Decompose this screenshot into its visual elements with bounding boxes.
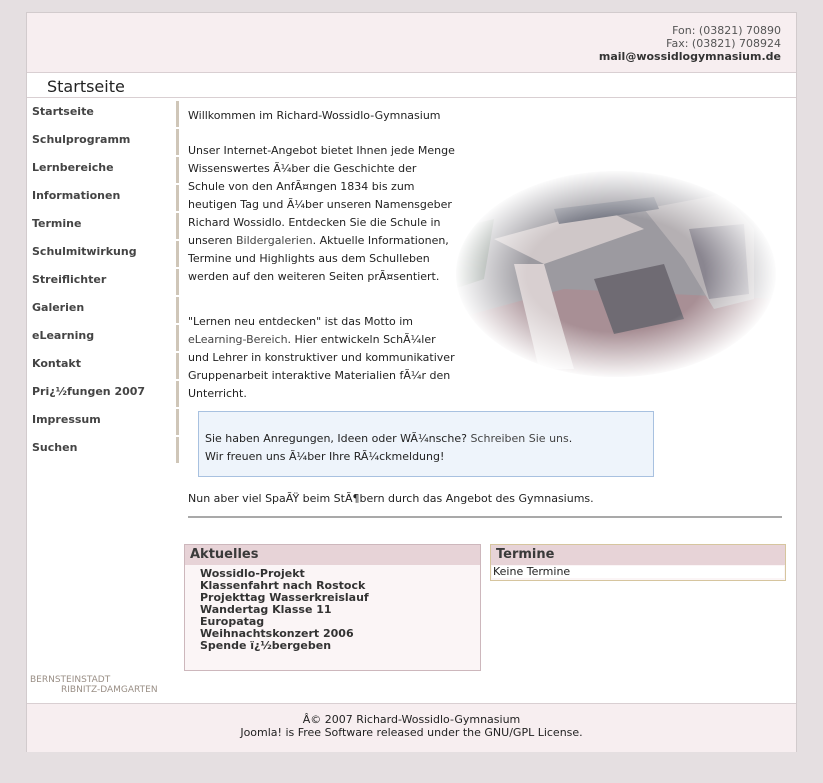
site-header: [27, 13, 796, 73]
page-title: Startseite: [47, 77, 125, 96]
email-link[interactable]: mail@wossidlogymnasium.de: [598, 50, 781, 63]
events-empty-text: Keine Termine: [492, 566, 784, 578]
site-footer: [27, 703, 796, 752]
news-item[interactable]: Wandertag Klasse 11: [200, 603, 332, 616]
copyright-text: Â© 2007 Richard-Wossidlo-Gymnasium: [302, 713, 521, 726]
news-item[interactable]: Projekttag Wasserkreislauf: [200, 591, 369, 604]
motto-paragraph: [188, 313, 456, 403]
contact-info: [599, 24, 781, 63]
nav-item-galerien[interactable]: Galerien: [27, 297, 179, 325]
news-item[interactable]: Klassenfahrt nach Rostock: [200, 579, 366, 592]
license-text: Joomla! is Free Software released under the GNU/GPL License.: [240, 726, 583, 739]
news-box-title: Aktuelles: [185, 545, 480, 565]
contact-us-link[interactable]: Schreiben Sie uns: [470, 432, 569, 445]
intro-text-end: . Aktuelle Informationen, Termine und Highlights aus dem Schulleben werden auf den weiteren Seiten prÃ¤sentiert.: [188, 234, 449, 283]
notice-text: Sie haben Anregungen, Ideen oder WÃ¼nsche?: [205, 432, 471, 445]
nav-item-impressum[interactable]: Impressum: [27, 409, 179, 437]
nav-item-elearning[interactable]: eLearning: [27, 325, 179, 353]
nav-item-streiflichter[interactable]: Streiflichter: [27, 269, 179, 297]
city-logo-line-2: RIBNITZ-DAMGARTEN: [61, 685, 158, 695]
news-list: [185, 565, 480, 652]
nav-item-informationen[interactable]: Informationen: [27, 185, 179, 213]
city-logo-line-1: BERNSTEINSTADT: [30, 675, 111, 685]
fax-number: Fax: (03821) 708924: [666, 37, 781, 50]
page-container: [26, 12, 797, 752]
nav-item-startseite[interactable]: Startseite: [27, 101, 179, 129]
nav-item-pruefungen[interactable]: Pri¿½fungen 2007: [27, 381, 179, 409]
content-divider: [188, 516, 782, 518]
events-box-title: Termine: [491, 545, 785, 565]
welcome-heading: Willkommen im Richard-Wossidlo-Gymnasium: [188, 109, 441, 122]
nav-item-kontakt[interactable]: Kontakt: [27, 353, 179, 381]
notice-period: .: [568, 432, 573, 445]
feedback-notice: [198, 411, 654, 477]
nav-item-schulprogramm[interactable]: Schulprogramm: [27, 129, 179, 157]
nav-item-lernbereiche[interactable]: Lernbereiche: [27, 157, 179, 185]
school-aerial-photo: [454, 169, 778, 379]
closing-text: Nun aber viel SpaÃŸ beim StÃ¶bern durch das Angebot des Gymnasiums.: [188, 492, 594, 505]
intro-paragraph: [188, 142, 456, 286]
news-box: [184, 544, 481, 671]
title-bar: [27, 73, 796, 98]
nav-item-suchen[interactable]: Suchen: [27, 437, 179, 465]
elearning-link[interactable]: eLearning-Bereich: [188, 333, 288, 346]
nav-item-schulmitwirkung[interactable]: Schulmitwirkung: [27, 241, 179, 269]
notice-line-2: Wir freuen uns Ã¼ber Ihre RÃ¼ckmeldung!: [205, 450, 445, 463]
motto-text: "Lernen neu entdecken" ist das Motto im: [188, 315, 414, 328]
news-item[interactable]: Europatag: [200, 615, 265, 628]
news-item[interactable]: Spende ï¿½bergeben: [200, 639, 332, 652]
news-item[interactable]: Wossidlo-Projekt: [200, 567, 305, 580]
main-menu: [27, 101, 179, 465]
notice-line-1: [205, 430, 653, 448]
events-box: [490, 544, 786, 581]
intro-text: Unser Internet-Angebot bietet Ihnen jede Menge Wissenswertes Ã¼ber die Geschichte der Schule von den AnfÃ¤ngen 1834 bis zum heutigen Tag und Ã¼ber unseren Namensgeber Richard Wossidlo. Entdecken Sie die Schule in unseren: [188, 144, 455, 247]
gallery-link[interactable]: Bildergalerien: [235, 234, 313, 247]
nav-item-termine[interactable]: Termine: [27, 213, 179, 241]
phone-number: Fon: (03821) 70890: [672, 24, 781, 37]
news-item[interactable]: Weihnachtskonzert 2006: [200, 627, 354, 640]
motto-text-end: . Hier entwickeln SchÃ¼ler und Lehrer in konstruktiver und kommunikativer Gruppenarbeit interaktive Materialien fÃ¼r den Unterricht.: [188, 333, 455, 400]
city-logo: [30, 675, 158, 695]
